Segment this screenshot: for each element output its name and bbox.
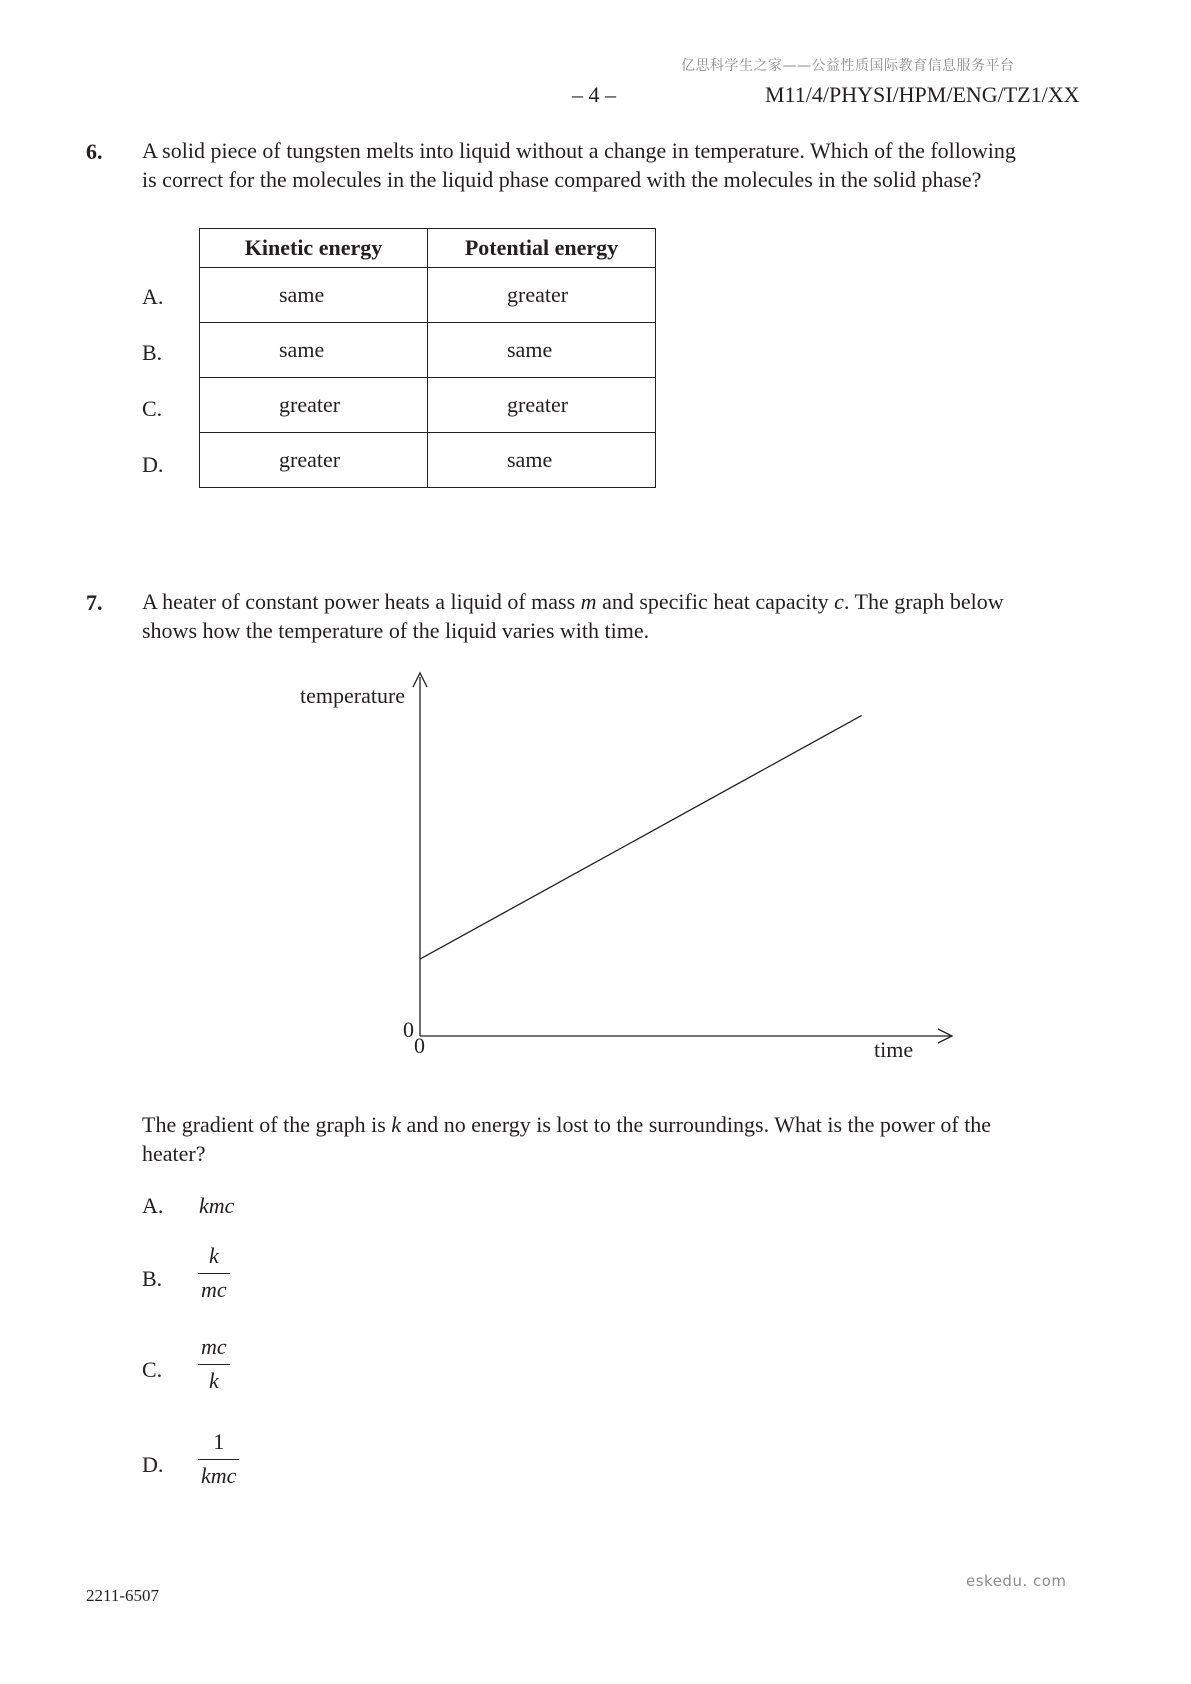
table-header-row (200, 229, 656, 268)
watermark-top: 亿思科学生之家——公益性质国际教育信息服务平台 (681, 58, 1015, 74)
q7-option-a-expression: kmc (199, 1193, 235, 1218)
cell-potential: same (428, 323, 656, 378)
cell-potential: same (428, 433, 656, 488)
cell-kinetic: greater (200, 378, 428, 433)
fraction-denominator: mc (201, 1277, 227, 1302)
paper-code: M11/4/PHYSI/HPM/ENG/TZ1/XX (765, 82, 1080, 107)
variable-c: c (834, 589, 844, 614)
variable-k: k (391, 1112, 402, 1137)
option-c-label: C. (142, 396, 163, 421)
table-row (200, 268, 656, 323)
q7-option-a-label: A. (142, 1193, 164, 1218)
header-potential-energy: Potential energy (428, 229, 656, 268)
table-row (200, 433, 656, 488)
table-row (200, 378, 656, 433)
question-7-number: 7. (86, 590, 103, 615)
q7-option-d-label: D. (142, 1452, 164, 1477)
cell-potential: greater (428, 268, 656, 323)
q7-text-segment: The gradient of the graph is (142, 1112, 386, 1137)
x-origin-label: 0 (414, 1033, 425, 1058)
q7-text-segment: and no energy is lost to the surroundings. What is the power of the (406, 1112, 992, 1137)
fraction-numerator: k (198, 1243, 230, 1274)
page-number: – 4 – (572, 82, 616, 107)
x-axis-label: time (874, 1037, 914, 1062)
option-a-label: A. (142, 284, 164, 309)
cell-kinetic: greater (200, 433, 428, 488)
question-7-para-line2: heater? (142, 1141, 206, 1166)
table-row (200, 323, 656, 378)
question-6-line2: is correct for the molecules in the liquid phase compared with the molecules in the solid phase? (142, 167, 982, 192)
q7-text-segment: and specific heat capacity (602, 589, 829, 614)
fraction-denominator: k (208, 1368, 219, 1393)
option-b-label: B. (142, 340, 163, 365)
cell-potential: greater (428, 378, 656, 433)
temperature-time-graph (290, 665, 960, 1075)
q7-option-c-label: C. (142, 1357, 163, 1382)
question-6-text (142, 136, 1110, 194)
fraction-numerator: 1 (198, 1429, 239, 1460)
y-axis-label: temperature (300, 683, 406, 708)
q7-option-b-label: B. (142, 1266, 163, 1291)
cell-kinetic: same (200, 268, 428, 323)
temperature-line (420, 715, 862, 959)
fraction-numerator: mc (198, 1334, 230, 1365)
q7-option-b-fraction (198, 1243, 230, 1303)
option-d-label: D. (142, 452, 164, 477)
q7-text-segment: A heater of constant power heats a liquid of mass (142, 589, 576, 614)
question-7-text (142, 587, 1110, 645)
header-kinetic-energy: Kinetic energy (200, 229, 428, 268)
q7-option-d-fraction (198, 1429, 239, 1489)
variable-m: m (580, 589, 597, 614)
q7-text-segment: . The graph below (843, 589, 1004, 614)
footer-site: eskedu. com (966, 1572, 1067, 1590)
question-7-para-line1 (142, 1110, 1110, 1139)
q7-option-c-fraction (198, 1334, 230, 1394)
y-origin-label: 0 (403, 1017, 414, 1042)
question-7-line2: shows how the temperature of the liquid varies with time. (142, 618, 650, 643)
question-7-line1 (142, 587, 1110, 616)
footer-code: 2211-6507 (86, 1586, 160, 1605)
question-7-paragraph (142, 1110, 1110, 1168)
cell-kinetic: same (200, 323, 428, 378)
fraction-denominator: kmc (201, 1463, 237, 1488)
question-6-line1: A solid piece of tungsten melts into liquid without a change in temperature. Which of the following (142, 138, 1016, 163)
energy-options-table (199, 228, 656, 488)
question-6-number: 6. (86, 139, 103, 164)
